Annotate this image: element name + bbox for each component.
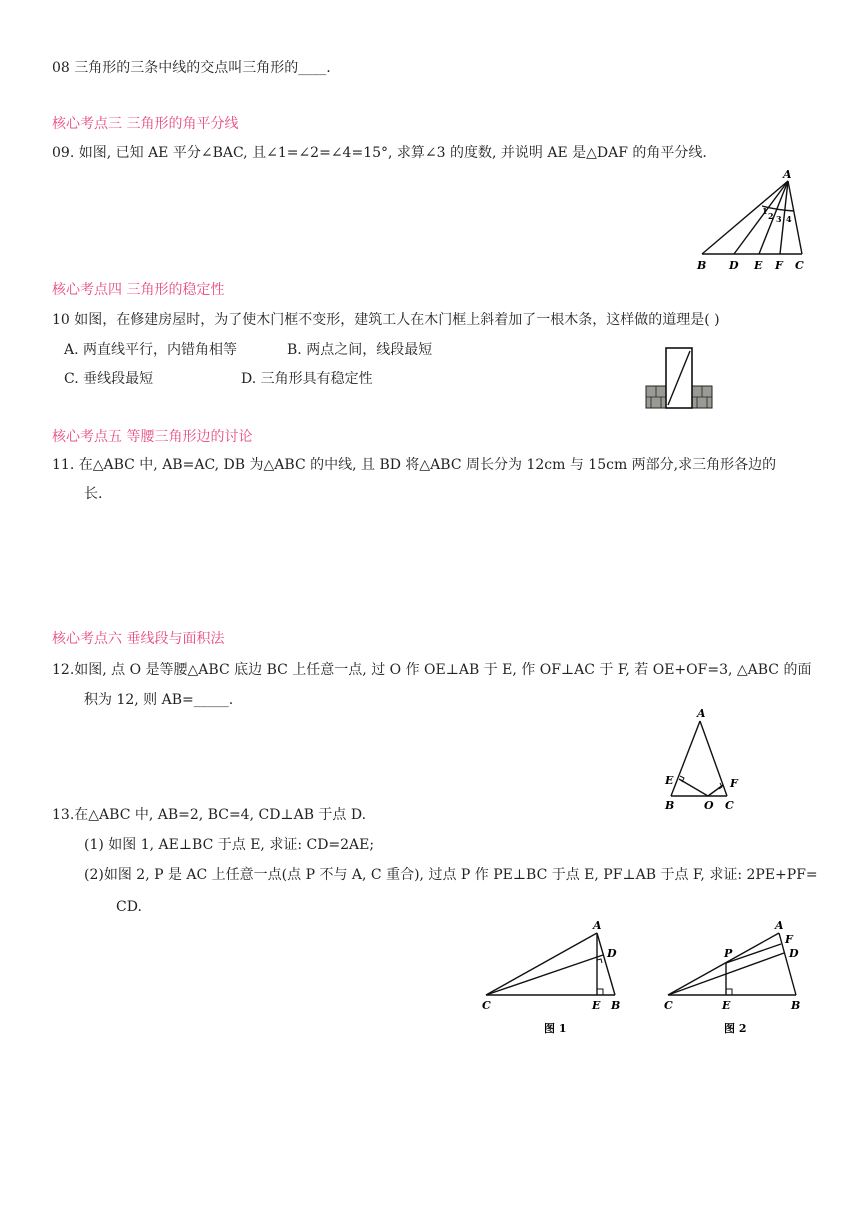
label-B: B bbox=[611, 999, 621, 1012]
label-C: C bbox=[482, 999, 491, 1012]
label-B: B bbox=[665, 799, 675, 812]
figure-1-caption: 图 1 bbox=[544, 1022, 567, 1035]
label-O: O bbox=[704, 799, 714, 812]
label-E: E bbox=[665, 774, 674, 787]
figure-q09-triangle bbox=[695, 168, 810, 276]
label-B: B bbox=[697, 259, 707, 272]
label-A: A bbox=[775, 919, 784, 932]
question-09: 09. 如图, 已知 AE 平分∠BAC, 且∠1=∠2=∠4=15°, 求算∠3 的度数, 并说明 AE 是△DAF 的角平分线. bbox=[52, 145, 707, 161]
question-10: 10 如图，在修建房屋时，为了使木门框不变形，建筑工人在木门框上斜着加了一根木条，这样做的道理是( ) bbox=[52, 312, 720, 328]
label-P: P bbox=[724, 947, 733, 960]
option-c: C. 垂线段最短 bbox=[64, 371, 154, 387]
section-heading-isosceles: 核心考点五 等腰三角形边的讨论 bbox=[52, 429, 253, 445]
question-12-line1: 12.如图, 点 O 是等腰△ABC 底边 BC 上任意一点, 过 O 作 OE⊥AB 于 E, 作 OF⊥AC 于 F, 若 OE+OF=3, △ABC 的面 bbox=[52, 662, 812, 678]
label-A: A bbox=[783, 168, 792, 181]
label-F: F bbox=[730, 777, 738, 790]
figure-2 bbox=[660, 915, 815, 1040]
angle-label-3: 3 bbox=[776, 214, 782, 224]
question-13-part2-line1: (2)如图 2, P 是 AC 上任意一点(点 P 不与 A, C 重合), 过点 P 作 PE⊥BC 于点 E, PF⊥AB 于点 F, 求证: 2PE+PF= bbox=[84, 867, 818, 883]
figure-1 bbox=[478, 915, 628, 1040]
section-heading-angle-bisector: 核心考点三 三角形的角平分线 bbox=[52, 116, 239, 132]
label-F: F bbox=[785, 933, 793, 946]
label-C: C bbox=[795, 259, 804, 272]
question-12-line2: 积为 12, 则 AB=_____. bbox=[84, 692, 234, 708]
figure-door-frame bbox=[644, 345, 714, 410]
section-heading-stability: 核心考点四 三角形的稳定性 bbox=[52, 282, 225, 298]
question-11-line1: 11. 在△ABC 中, AB=AC, DB 为△ABC 的中线, 且 BD 将△ABC 周长分为 12cm 与 15cm 两部分,求三角形各边的 bbox=[52, 457, 777, 473]
figure-2-caption: 图 2 bbox=[724, 1022, 747, 1035]
option-d: D. 三角形具有稳定性 bbox=[241, 371, 373, 387]
label-E: E bbox=[754, 259, 763, 272]
label-D: D bbox=[729, 259, 739, 272]
label-D: D bbox=[607, 947, 617, 960]
angle-label-2: 2 bbox=[768, 211, 774, 221]
section-heading-perpendicular-area: 核心考点六 垂线段与面积法 bbox=[52, 631, 225, 647]
figure-q12-isosceles bbox=[660, 703, 745, 815]
label-A: A bbox=[593, 919, 602, 932]
label-C: C bbox=[725, 799, 734, 812]
label-D: D bbox=[789, 947, 799, 960]
option-a: A. 两直线平行，内错角相等 bbox=[64, 342, 238, 358]
label-F: F bbox=[775, 259, 783, 272]
angle-label-1: 1 bbox=[762, 206, 768, 216]
label-E: E bbox=[722, 999, 731, 1012]
label-C: C bbox=[664, 999, 673, 1012]
question-13-part2-line2: CD. bbox=[116, 899, 142, 915]
label-A: A bbox=[697, 707, 706, 720]
label-B: B bbox=[791, 999, 801, 1012]
label-E: E bbox=[592, 999, 601, 1012]
angle-label-4: 4 bbox=[786, 214, 792, 224]
question-11-line2: 长. bbox=[84, 486, 103, 502]
option-b: B. 两点之间，线段最短 bbox=[287, 342, 433, 358]
question-13: 13.在△ABC 中, AB=2, BC=4, CD⊥AB 于点 D. bbox=[52, 807, 367, 823]
question-08: 08 三角形的三条中线的交点叫三角形的____. bbox=[52, 60, 331, 76]
question-13-part1: (1) 如图 1, AE⊥BC 于点 E, 求证: CD=2AE; bbox=[84, 837, 375, 853]
